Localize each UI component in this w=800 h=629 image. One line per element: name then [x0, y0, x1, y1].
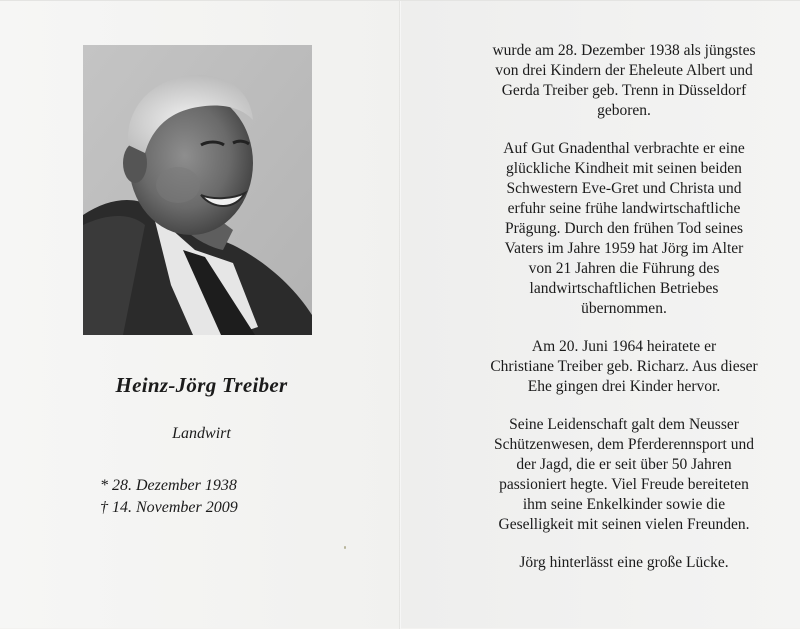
- bio-paragraph: [463, 415, 785, 535]
- bio-line: erfuhr seine frühe landwirtschaftliche: [507, 200, 741, 217]
- bio-line: Schützenwesen, dem Pferderennsport und: [494, 436, 754, 453]
- left-page: [0, 1, 399, 629]
- death-date: † 14. November 2009: [100, 499, 238, 516]
- bio-line: Jörg hinterlässt eine große Lücke.: [519, 554, 729, 571]
- bio-line: geboren.: [597, 102, 651, 119]
- bio-line: Auf Gut Gnadenthal verbrachte er eine: [503, 140, 745, 157]
- bio-line: ihm seine Enkelkinder sowie die: [522, 496, 726, 513]
- bio-line: Prägung. Durch den frühen Tod seines: [505, 220, 743, 237]
- portrait-photo: [83, 45, 312, 335]
- bio-line: übernommen.: [581, 300, 667, 317]
- bio-line: Geselligkeit mit seinen vielen Freunden.: [498, 516, 750, 533]
- bio-paragraph: [463, 553, 785, 573]
- paper-speck: [344, 546, 346, 549]
- bio-paragraph: [463, 337, 785, 397]
- bio-line: der Jagd, die er seit über 50 Jahren: [516, 456, 732, 473]
- occupation: Landwirt: [172, 425, 231, 442]
- bio-paragraph: [463, 139, 785, 319]
- birth-date: * 28. Dezember 1938: [100, 477, 237, 494]
- bio-line: Seine Leidenschaft galt dem Neusser: [509, 416, 739, 433]
- deceased-name: Heinz-Jörg Treiber: [115, 373, 288, 397]
- bio-line: passioniert hegte. Viel Freude bereiteten: [499, 476, 749, 493]
- bio-line: glückliche Kindheit mit seinen beiden: [506, 160, 742, 177]
- right-page: [401, 1, 800, 629]
- bio-line: von 21 Jahren die Führung des: [528, 260, 720, 277]
- bio-line: Christiane Treiber geb. Richarz. Aus dieser: [490, 358, 758, 375]
- bio-line: Vaters im Jahre 1959 hat Jörg im Alter: [504, 240, 744, 257]
- bio-line: Gerda Treiber geb. Trenn in Düsseldorf: [501, 82, 747, 99]
- life-dates: [100, 475, 320, 519]
- bio-line: Schwestern Eve-Gret und Christa und: [506, 180, 742, 197]
- bio-line: wurde am 28. Dezember 1938 als jüngstes: [492, 42, 756, 59]
- bio-line: landwirtschaftlichen Betriebes: [529, 280, 719, 297]
- bio-line: von drei Kindern der Eheleute Albert und: [495, 62, 753, 79]
- bio-line: Am 20. Juni 1964 heiratete er: [531, 338, 717, 355]
- bio-paragraph: [463, 41, 785, 121]
- bio-line: Ehe gingen drei Kinder hervor.: [527, 378, 721, 395]
- biography-text: [463, 41, 785, 591]
